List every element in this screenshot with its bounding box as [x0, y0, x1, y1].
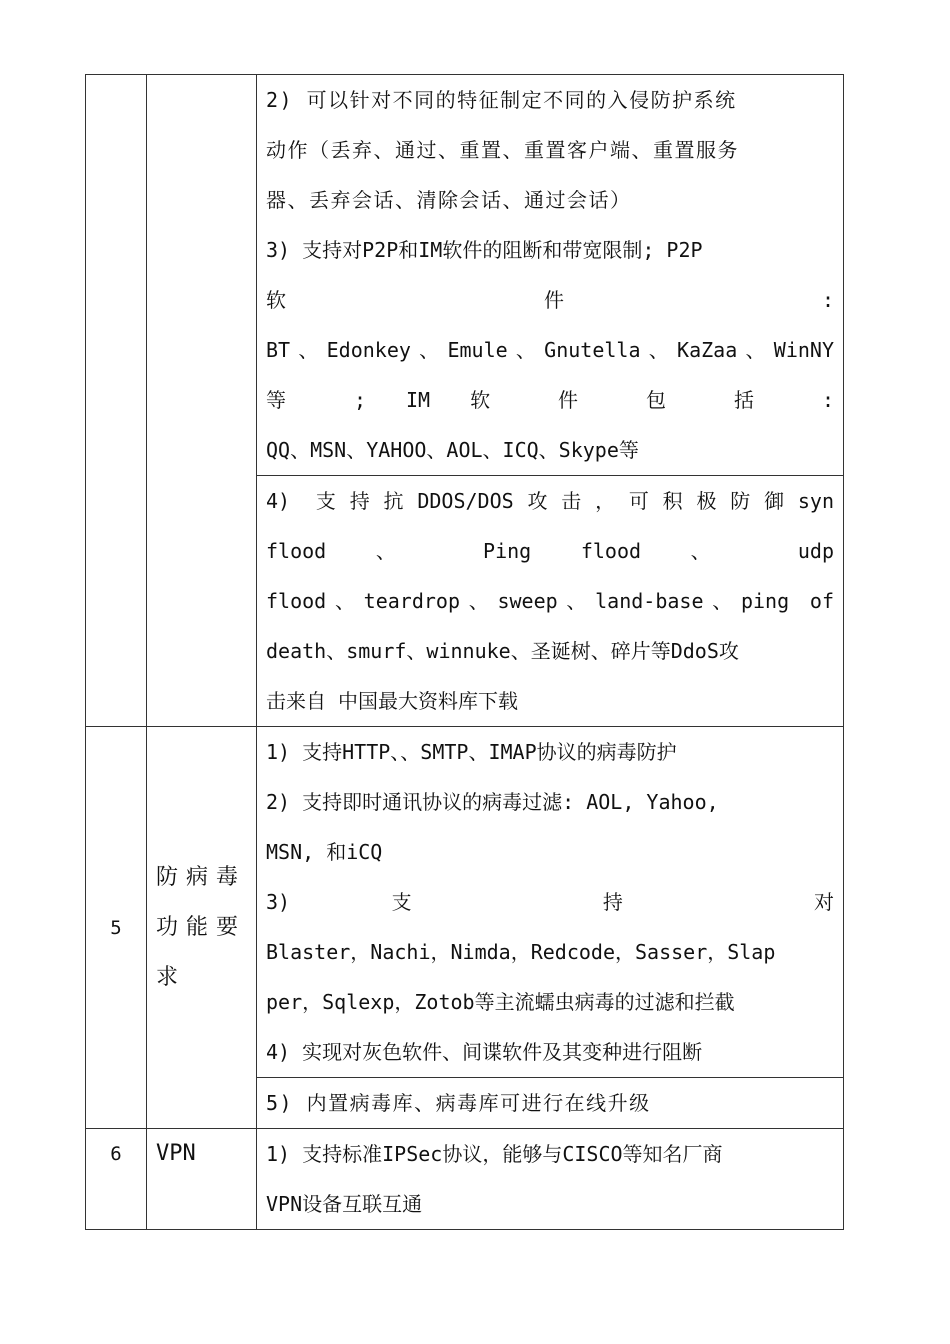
row-name-cell: 防病毒功能要求: [147, 727, 257, 1129]
row-name-cell: [147, 75, 257, 727]
desc-line: MSN, 和iCQ: [266, 840, 383, 864]
desc-line: flood、teardrop、sweep、land-base、ping of: [266, 589, 834, 613]
desc-line: 等 ; IM 软 件 包 括 :: [266, 388, 834, 412]
desc-line: death、smurf、winnuke、圣诞树、碎片等DdoS攻: [266, 639, 739, 663]
desc-line: QQ、MSN、YAHOO、AOL、ICQ、Skype等: [266, 438, 639, 462]
desc-line: 2) 支持即时通讯协议的病毒过滤: AOL, Yahoo,: [266, 790, 719, 814]
desc-line: 击来自 中国最大资料库下载: [266, 689, 519, 713]
desc-line: 1) 支持标准IPSec协议，能够与CISCO等知名厂商: [266, 1142, 723, 1166]
description-cell: [257, 476, 844, 727]
row-number-cell: 5: [86, 727, 147, 1129]
desc-line: 5) 内置病毒库、病毒库可进行在线升级: [266, 1091, 651, 1115]
description-cell: [257, 75, 844, 476]
desc-line: 4) 支持抗DDOS/DOS攻击，可积极防御syn: [266, 489, 834, 513]
desc-line: 软 件 :: [266, 288, 834, 312]
desc-line: VPN设备互联互通: [266, 1192, 423, 1216]
description-cell: [257, 1078, 844, 1129]
row-number-cell: 6: [86, 1129, 147, 1230]
description-cell: [257, 727, 844, 1078]
table-row-5-a: [86, 727, 844, 1078]
desc-line: 2) 可以针对不同的特征制定不同的入侵防护系统: [266, 88, 737, 112]
desc-line: 3) 支 持 对: [266, 890, 834, 914]
row-name-cell: VPN: [147, 1129, 257, 1230]
desc-line: per，Sqlexp，Zotob等主流蠕虫病毒的过滤和拦截: [266, 990, 735, 1014]
desc-line: 3) 支持对P2P和IM软件的阻断和带宽限制; P2P: [266, 238, 703, 262]
description-cell: [257, 1129, 844, 1230]
desc-line: Blaster，Nachi，Nimda，Redcode，Sasser，Slap: [266, 940, 776, 964]
desc-line: 1) 支持HTTP、、SMTP、IMAP协议的病毒防护: [266, 740, 677, 764]
table-row-continued-a: [86, 75, 844, 476]
desc-line: 器、丢弃会话、清除会话、通过会话）: [266, 188, 632, 212]
desc-line: 4) 实现对灰色软件、间谍软件及其变种进行阻断: [266, 1040, 703, 1064]
desc-line: 动作（丢弃、通过、重置、重置客户端、重置服务: [266, 138, 739, 162]
desc-line: BT、Edonkey、Emule、Gnutella、KaZaa、WinNY: [266, 338, 834, 362]
desc-line: flood 、 Ping flood 、 udp: [266, 539, 834, 563]
row-number-cell: [86, 75, 147, 727]
spec-table: [85, 74, 844, 1230]
table-row-6: [86, 1129, 844, 1230]
